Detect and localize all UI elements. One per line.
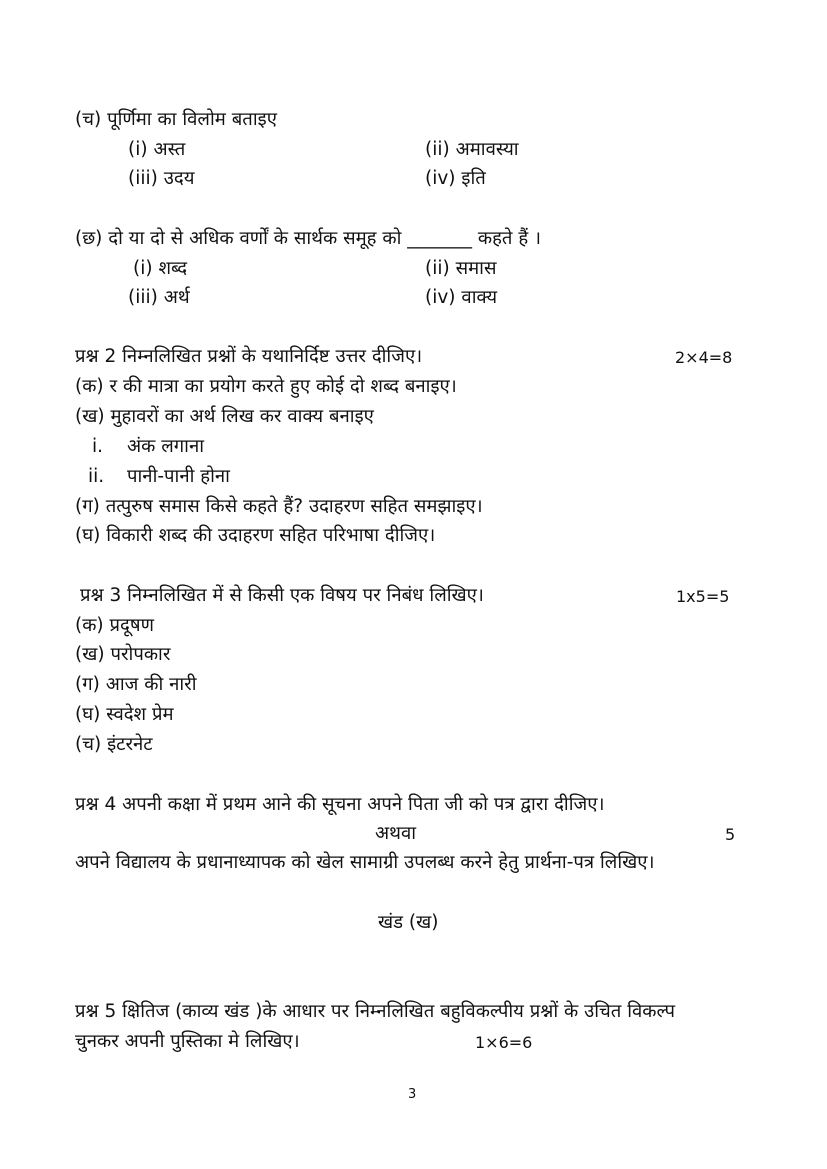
q4-marks: 5 <box>725 825 736 844</box>
q4-title: प्रश्न 4 अपनी कक्षा में प्रथम आने की सूचना अपने पिता जी को पत्र द्वारा दीजिए। <box>75 794 605 815</box>
q3-topic-3: (ग) आज की नारी <box>75 674 197 695</box>
q1-chh-option-1: (i) शब्द <box>133 258 188 279</box>
q1-ch-option-3: (iii) उदय <box>128 168 195 189</box>
q2-idiom-2-text: पानी-पानी होना <box>127 466 230 487</box>
q3-topic-2: (ख) परोपकार <box>75 644 171 665</box>
q3-topic-1: (क) प्रदूषण <box>75 615 154 636</box>
q4-or: अथवा <box>375 823 417 844</box>
q2-part-gha: (घ) विकारी शब्द की उदाहरण सहित परिभाषा दीजिए। <box>75 525 436 546</box>
q1-ch-option-2: (ii) अमावस्या <box>425 139 519 160</box>
q1-ch-question: (च) पूर्णिमा का विलोम बताइए <box>75 109 277 130</box>
q2-idiom-2-number: ii. <box>88 466 105 487</box>
q4-alternative: अपने विद्यालय के प्रधानाध्यापक को खेल सामाग्री उपलब्ध करने हेतु प्रार्थना-पत्र लिखिए। <box>75 852 655 873</box>
q1-chh-question: (छ) दो या दो से अधिक वर्णों के सार्थक समूह को _______ कहते हैं । <box>75 228 542 249</box>
q2-title: प्रश्न 2 निम्नलिखित प्रश्नों के यथानिर्दिष्ट उत्तर दीजिए। <box>75 346 423 367</box>
q3-marks: 1x5=5 <box>676 587 730 606</box>
q2-marks: 2×4=8 <box>675 348 733 367</box>
q2-idiom-1-text: अंक लगाना <box>127 436 205 457</box>
q1-ch-option-1: (i) अस्त <box>128 139 186 160</box>
q3-title: प्रश्न 3 निम्नलिखित में से किसी एक विषय पर निबंध लिखिए। <box>80 585 484 606</box>
q5-line-1: प्रश्न 5 क्षितिज (काव्य खंड )के आधार पर निम्नलिखित बहुविकल्पीय प्रश्नों के उचित विकल्प <box>75 1001 675 1022</box>
q2-idiom-1-number: i. <box>92 436 104 457</box>
q2-part-ka: (क) र की मात्रा का प्रयोग करते हुए कोई दो शब्द बनाइए। <box>75 376 457 397</box>
q1-ch-option-4: (iv) इति <box>425 168 486 189</box>
q5-line-2: चुनकर अपनी पुस्तिका मे लिखिए। <box>75 1031 300 1052</box>
q5-marks: 1×6=6 <box>475 1033 533 1052</box>
q1-chh-option-3: (iii) अर्थ <box>128 287 190 308</box>
q3-topic-5: (च) इंटरनेट <box>75 734 153 755</box>
page-number: 3 <box>408 1087 417 1102</box>
q2-part-ga: (ग) तत्पुरुष समास किसे कहते हैं? उदाहरण सहित समझाइए। <box>75 496 483 517</box>
q1-chh-option-2: (ii) समास <box>425 258 497 279</box>
q1-chh-option-4: (iv) वाक्य <box>425 287 498 308</box>
q2-part-kha: (ख) मुहावरों का अर्थ लिख कर वाक्य बनाइए <box>75 406 374 427</box>
q3-topic-4: (घ) स्वदेश प्रेम <box>75 704 174 725</box>
section-heading: खंड (ख) <box>378 912 439 933</box>
